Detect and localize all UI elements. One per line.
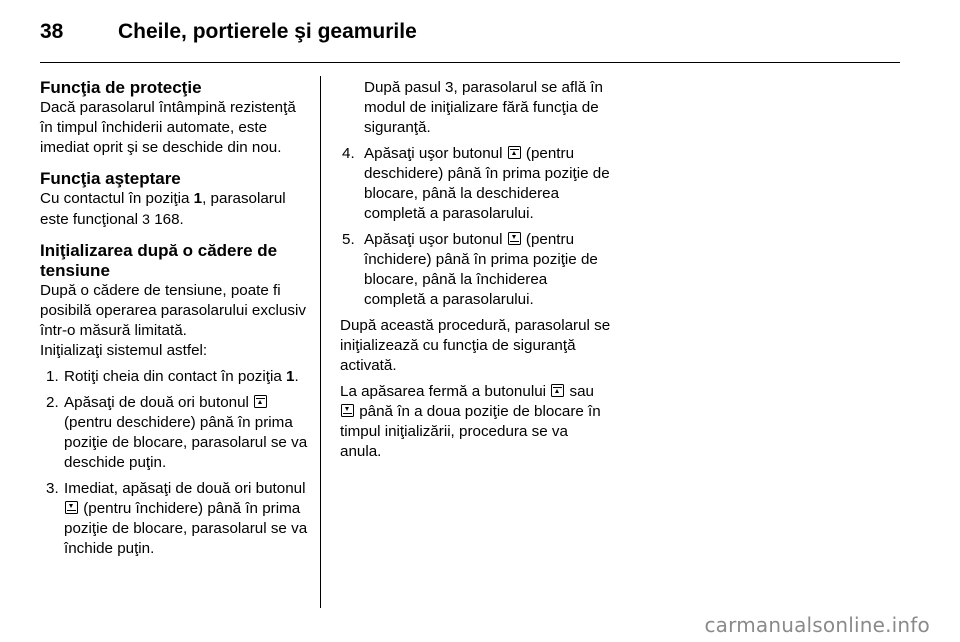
header-rule — [40, 62, 900, 63]
section-heading-standby: Funcţia aşteptare — [40, 169, 181, 188]
sunroof-close-button-icon — [508, 232, 521, 245]
right-column — [340, 78, 612, 462]
sunroof-open-button-icon — [551, 384, 564, 397]
sunroof-close-button-icon — [65, 501, 78, 514]
section-body-initialization: După o cădere de tensiune, poate fi posibilă operarea parasolarului exclusiv într-o măsură limitată. — [40, 282, 306, 339]
steps-intro: Iniţializaţi sistemul astfel: — [40, 342, 208, 359]
list-item: 4. Apăsaţi uşor butonul (pentru deschidere) până în prima poziţie de blocare, până la deschiderea completă a parasolarului. — [342, 145, 610, 222]
page-ref-arrow-icon: 3 — [142, 211, 150, 227]
warning-text: La apăsarea fermă a butonului sau până în a doua poziţie de blocare în timpul iniţializării, procedura se va anula. — [340, 383, 601, 460]
list-item: 5. Apăsaţi uşor butonul (pentru închidere) până în prima poziţie de blocare, până la închiderea completă a parasolarului. — [342, 231, 598, 308]
left-column — [40, 78, 310, 559]
section-heading-protection: Funcţia de protecţie — [40, 78, 202, 97]
page-title: Cheile, portierele şi geamurile — [118, 20, 417, 43]
list-item: 1. Rotiţi cheia din contact în poziţia 1. — [46, 368, 299, 385]
sunroof-open-button-icon — [508, 146, 521, 159]
list-item: 3. Imediat, apăsaţi de două ori butonul (pentru închidere) până în prima poziţie de blocare, parasolarul se va închide puţin. — [46, 480, 308, 557]
after-procedure-text: După această procedură, parasolarul se iniţializează cu funcţia de siguranţă activată. — [340, 317, 611, 374]
section-heading-initialization: Iniţializarea după o cădere de tensiune — [40, 241, 278, 280]
column-divider — [320, 76, 321, 608]
section-body-protection: Dacă parasolarul întâmpină rezistenţă în timpul închiderii automate, este imediat oprit şi se deschide din nou. — [40, 99, 296, 156]
page-ref-link[interactable]: 168. — [149, 211, 184, 228]
section-body-standby: Cu contactul în poziţia 1, parasolarul este funcţional 3 168. — [40, 190, 286, 228]
watermark: carmanualsonline.info — [704, 613, 930, 637]
list-item: 2. Apăsaţi de două ori butonul (pentru deschidere) până în prima poziţie de blocare, parasolarul se va deschide puţin. — [46, 394, 308, 471]
sunroof-open-button-icon — [254, 395, 267, 408]
sunroof-close-button-icon — [341, 404, 354, 417]
page-number: 38 — [40, 20, 64, 43]
step-continuation: După pasul 3, parasolarul se află în modul de iniţializare fără funcţia de siguranţă. — [364, 79, 603, 136]
